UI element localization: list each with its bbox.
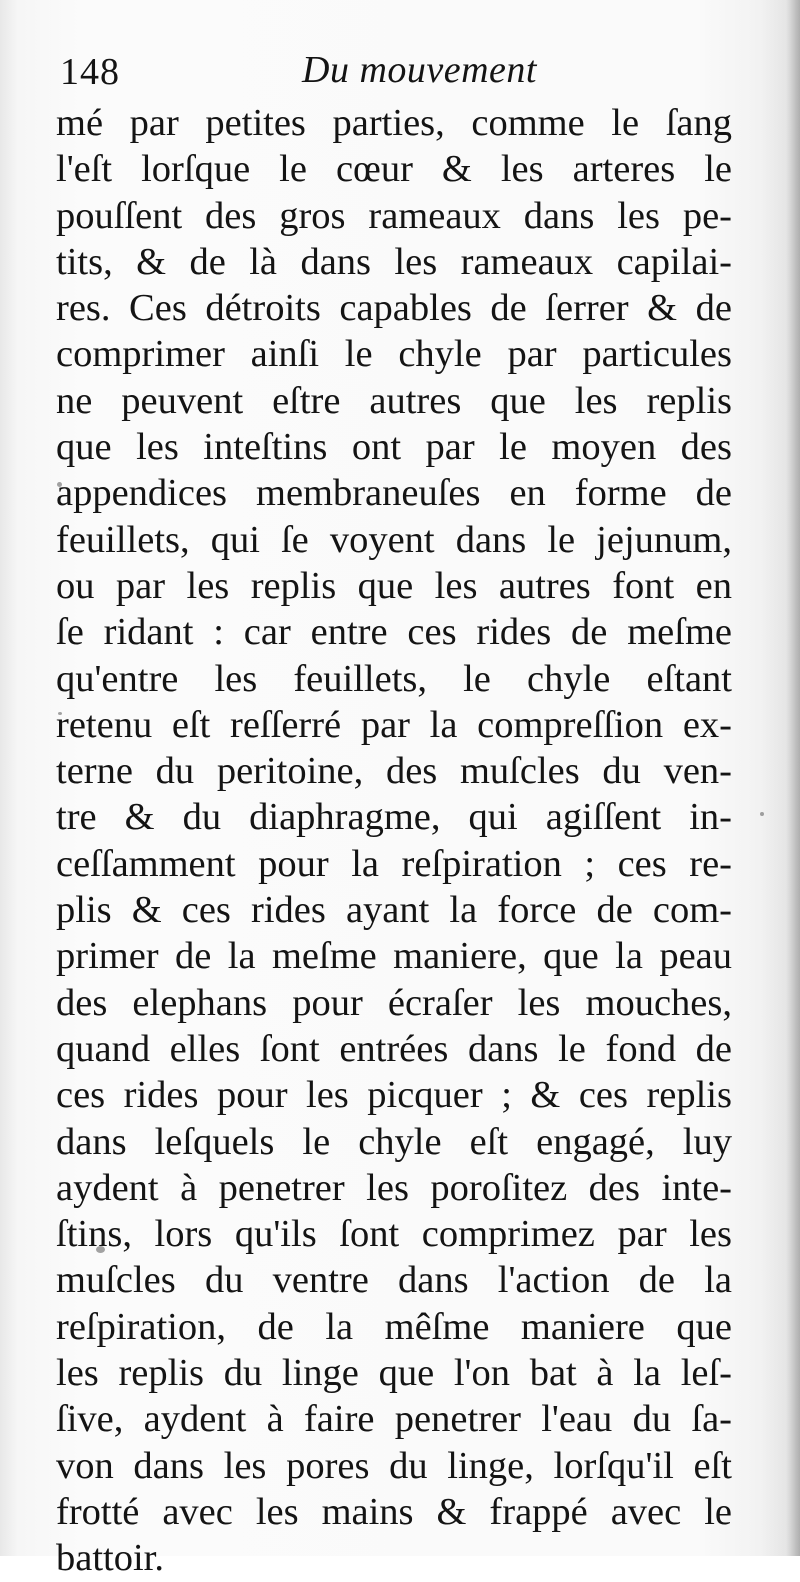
page-number: 148 — [60, 51, 120, 93]
text-line: qu'entre les feuillets, le chyle eſtant — [56, 657, 732, 700]
text-line: muſcles du ventre dans l'action de la — [56, 1259, 732, 1302]
text-line: aydent à penetrer les poroſitez des inte- — [56, 1166, 732, 1209]
text-line: appendices membraneuſes en forme de — [56, 472, 732, 515]
page-edge-shadow — [786, 0, 800, 1556]
text-line: retenu eſt reſſerré par la compreſſion ex- — [56, 703, 732, 746]
text-line: l'eſt lorſque le cœur & les arteres le — [56, 148, 732, 191]
text-line: res. Ces détroits capables de ſerrer & de — [56, 287, 732, 330]
text-line: ceſſamment pour la reſpiration ; ces re- — [56, 842, 732, 885]
text-line: dans leſquels le chyle eſt engagé, luy — [56, 1120, 732, 1163]
text-line: ou par les replis que les autres font en — [56, 564, 732, 607]
text-line: quand elles ſont entrées dans le fond de — [56, 1027, 732, 1070]
text-line: battoir. — [56, 1537, 164, 1580]
text-line: ne peuvent eſtre autres que les replis — [56, 379, 732, 422]
text-line: des elephans pour écraſer les mouches, — [56, 981, 732, 1024]
ink-speck — [760, 812, 764, 816]
body-text — [56, 100, 732, 1582]
text-line: ſive, aydent à faire penetrer l'eau du ſa- — [56, 1398, 732, 1441]
text-line: comprimer ainſi le chyle par particules — [56, 333, 732, 376]
text-line: que les inteſtins ont par le moyen des — [56, 426, 732, 469]
text-line: tre & du diaphragme, qui agiſſent in- — [56, 796, 732, 839]
running-head: Du mouvement — [302, 49, 537, 91]
page-header — [60, 42, 740, 102]
text-line: les replis du linge que l'on bat à la leſ- — [56, 1352, 732, 1395]
text-line: tits, & de là dans les rameaux capilai- — [56, 240, 732, 283]
text-line: ſtins, lors qu'ils ſont comprimez par les — [56, 1213, 732, 1256]
text-line: primer de la meſme maniere, que la peau — [56, 935, 732, 978]
text-line: ſe ridant : car entre ces rides de meſme — [56, 611, 732, 654]
text-line: plis & ces rides ayant la force de com- — [56, 889, 732, 932]
text-line: mé par petites parties, comme le ſang — [56, 102, 732, 144]
text-line: feuillets, qui ſe voyent dans le jejunum, — [56, 518, 732, 561]
text-line: pouſſent des gros rameaux dans les pe- — [56, 194, 732, 237]
text-line: terne du peritoine, des muſcles du ven- — [56, 750, 732, 793]
text-line: reſpiration, de la mêſme maniere que — [56, 1305, 732, 1348]
text-line: ces rides pour les picquer ; & ces replis — [56, 1074, 732, 1117]
text-line: von dans les pores du linge, lorſqu'il eſt — [56, 1444, 732, 1487]
text-line: frotté avec les mains & frappé avec le — [56, 1490, 732, 1533]
